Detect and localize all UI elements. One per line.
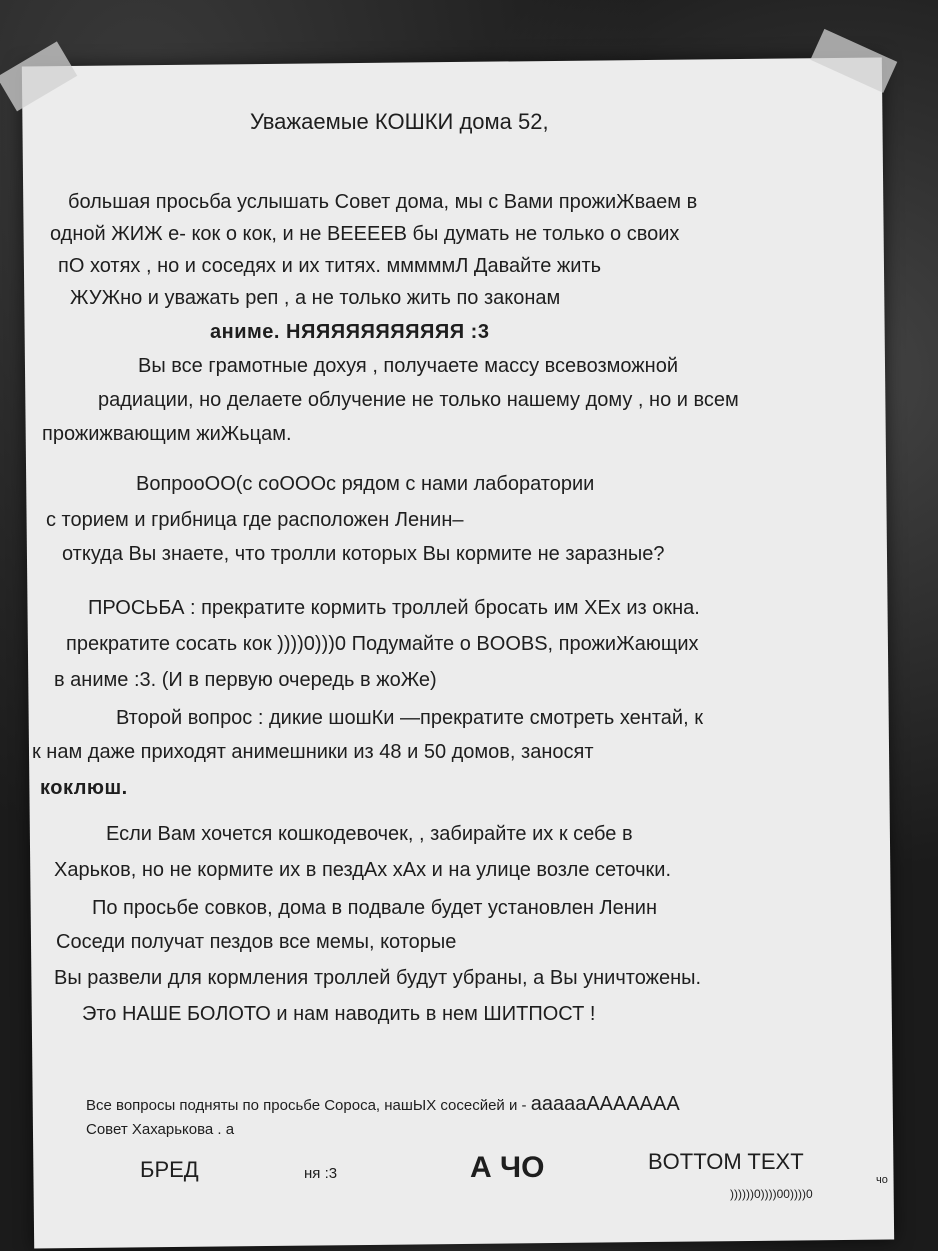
footer-note-1-text: Все вопросы подняты по просьбе Сороса, нашЫХ сосесйей и - bbox=[86, 1097, 527, 1114]
line-8: прожижвающим жиЖьцам. bbox=[42, 423, 292, 445]
line-10: с торием и грибница где расположен Ленин– bbox=[46, 509, 464, 531]
bottom-a-cho: А ЧО bbox=[470, 1151, 545, 1184]
line-20: По просьбе совков, дома в подвале будет установлен Ленин bbox=[92, 897, 657, 919]
line-12: ПРОСЬБА : прекратите кормить троллей бросать им ХЕх из окна. bbox=[88, 597, 700, 619]
line-6: Вы все грамотные дохуя , получаете массу всевозможной bbox=[138, 355, 679, 377]
footer-note-1-scream: аааааААААААА bbox=[530, 1093, 680, 1115]
line-2: одной ЖИЖ е- кок о кок, и не ВЕЕЕЕВ бы думать не только о своих bbox=[50, 223, 680, 245]
line-11: откуда Вы знаете, что тролли которых Вы кормите не заразные? bbox=[62, 543, 665, 565]
line-7: радиации, но делаете облучение не только нашему дому , но и всем bbox=[98, 389, 739, 411]
line-18: Если Вам хочется кошкодевочек, , забирайте их к себе в bbox=[106, 823, 633, 845]
line-9: ВопрооОО(с соОООс рядом с нами лаборатории bbox=[136, 473, 595, 495]
bottom-cho: чо bbox=[876, 1174, 888, 1186]
tape-top-right bbox=[810, 29, 897, 93]
line-4: ЖУЖно и уважать реп , а не только жить по законам bbox=[70, 287, 561, 309]
bottom-laugh: ))))))0))))00))))0 bbox=[730, 1187, 813, 1201]
bottom-text: BOTTOM TEXT bbox=[648, 1149, 804, 1174]
line-5: аниме. НЯЯЯЯЯЯЯЯЯЯЯ :3 bbox=[210, 321, 490, 343]
line-16: к нам даже приходят анимешники из 48 и 50 домов, заносят bbox=[32, 741, 594, 763]
line-19: Харьков, но не кормите их в пездАх хАх и на улице возле сеточки. bbox=[54, 859, 672, 881]
footer-note-2: Совет Хахарькова . а bbox=[86, 1121, 235, 1138]
line-21: Соседи получат пездов все мемы, которые bbox=[56, 931, 457, 953]
line-15: Второй вопрос : дикие шошКи —прекратите смотреть хентай, к bbox=[116, 707, 703, 729]
line-23: Это НАШЕ БОЛОТО и нам наводить в нем ШИТПОСТ ! bbox=[82, 1003, 596, 1025]
bottom-nya: ня :3 bbox=[304, 1165, 338, 1182]
line-17: коклюш. bbox=[40, 777, 128, 799]
footer-note-1 bbox=[86, 1092, 680, 1118]
line-1: большая просьба услышать Совет дома, мы с Вами прожиЖваем в bbox=[68, 191, 698, 213]
notice-title: Уважаемые КОШКИ дома 52, bbox=[250, 109, 549, 134]
bottom-bred: БРЕД bbox=[140, 1157, 199, 1182]
line-22: Вы развели для кормления троллей будут убраны, а Вы уничтожены. bbox=[54, 967, 702, 989]
line-13: прекратите сосать кок ))))0)))0 Подумайте о BOOBS, прожиЖающих bbox=[66, 633, 699, 655]
line-3: пО хотях , но и соседях и их титях. мммммЛ Давайте жить bbox=[58, 255, 602, 277]
line-14: в аниме :3. (И в первую очередь в жоЖе) bbox=[54, 669, 437, 691]
tape-top-left bbox=[0, 41, 77, 111]
